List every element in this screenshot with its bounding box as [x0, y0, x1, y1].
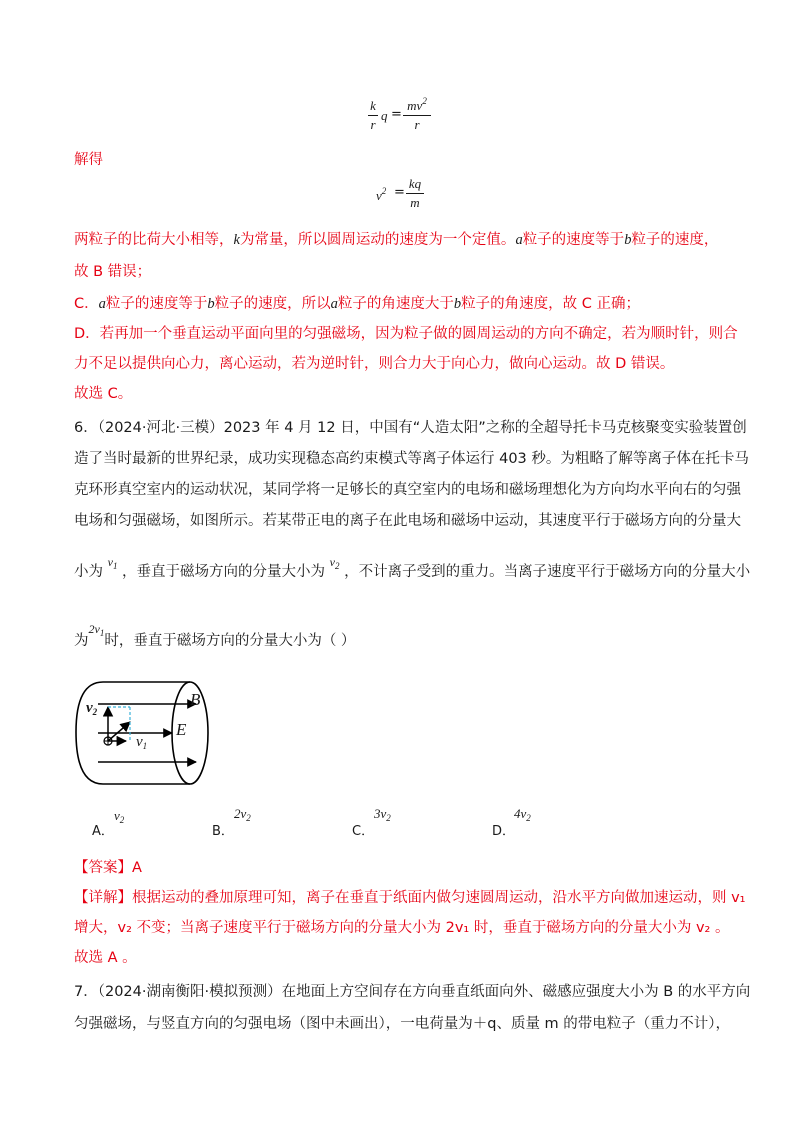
formula-1	[368, 98, 438, 138]
option-letter: A．	[92, 824, 114, 839]
frac-num: kq	[408, 176, 422, 191]
subscript: 2	[386, 813, 391, 823]
choose-c: 故选 C。	[74, 386, 133, 402]
text: 为常量，所以圆周运动的速度为一个定值。	[239, 232, 516, 248]
var-v: v	[376, 188, 382, 203]
cylinder-figure	[68, 674, 228, 794]
resultant-velocity-arrow	[108, 722, 130, 741]
label-e: E	[176, 720, 187, 739]
q6-line-1: 6．（2024·河北·三模）2023 年 4 月 12 日，中国有“人造太阳”之称的全超导托卡马克核聚变实验装置创	[74, 420, 747, 436]
option-b[interactable]	[212, 806, 292, 839]
q7-line-1: 7．（2024·湖南衡阳·模拟预测）在地面上方空间存在方向垂直纸面向外、磁感应强度大小为 B 的水平方向	[74, 984, 751, 1000]
var-v2: v	[329, 555, 335, 569]
var-b: b	[207, 296, 215, 312]
option-value: 3v	[374, 806, 387, 821]
answer: 【答案】A	[74, 860, 142, 876]
para-d-line-2: 力不足以提供向心力，离心运动，若为逆时针，则合力大于向心力，做向心运动。故 D 错误。	[74, 356, 675, 372]
text: 粒子的速度等于	[105, 296, 208, 312]
para-1-line-2: 故 B 错误；	[74, 264, 152, 280]
text: 粒子的速度，	[631, 232, 719, 248]
equals-sign: =	[391, 107, 402, 122]
subscript: 2	[246, 813, 251, 823]
var-b: b	[453, 296, 462, 312]
q6-line-3: 克环形真空室内的运动状况，某同学将一足够长的真空室内的电场和磁场理想化为方向均水平向右的匀强	[74, 482, 741, 498]
choose-a: 故选 A 。	[74, 950, 137, 966]
label-v2: v	[86, 700, 93, 716]
fraction-k-over-r	[368, 98, 378, 133]
label-v1: v	[136, 734, 143, 750]
label-b: B	[190, 690, 201, 709]
subscript: 1	[142, 741, 148, 751]
frac-num: mv	[407, 98, 423, 113]
var-a: a	[330, 296, 338, 312]
subscript: 2	[119, 815, 125, 825]
q6-line-2: 造了当时最新的世界纪录，成功实现稳态高约束模式等离子体运行 403 秒。为粗略了解等离子体在托卡马	[74, 451, 749, 467]
fraction-mv2-over-r	[403, 96, 431, 133]
cylinder-diagram	[68, 674, 228, 794]
var-b: b	[624, 232, 632, 248]
text: C．	[74, 296, 99, 312]
option-letter: B．	[212, 824, 234, 839]
detail-line-2: 增大，v₂ 不变；当离子速度平行于磁场方向的分量大小为 2v₁ 时，垂直于磁场方向的分量大小为 v₂ 。	[74, 920, 730, 936]
para-1-line-1	[74, 230, 740, 250]
superscript: 2	[381, 186, 387, 196]
var-a: a	[98, 296, 106, 312]
q6-line-4: 电场和匀强磁场，如图所示。若某带正电的离子在此电场和磁场中运动，其速度平行于磁场方向的分量大	[74, 513, 741, 529]
option-value: 4v	[514, 806, 527, 821]
subscript: 2	[526, 813, 531, 823]
option-d[interactable]	[492, 806, 572, 839]
subscript: 1	[99, 628, 105, 638]
option-value: v	[114, 808, 120, 823]
subscript: 2	[334, 561, 340, 571]
text: 粒子的角速度大于	[337, 296, 454, 312]
para-d-line-1: D．若再加一个垂直运动平面向里的匀强磁场，因为粒子做的圆周运动的方向不确定，若为顺时针，则合	[74, 326, 738, 342]
option-letter: D．	[492, 824, 516, 839]
frac-den: r	[370, 117, 376, 132]
text: 粒子的速度，所以	[214, 296, 331, 312]
option-a[interactable]	[92, 808, 172, 839]
frac-den: r	[414, 117, 420, 132]
option-letter: C．	[352, 824, 375, 839]
q7-line-2: 匀强磁场，与竖直方向的匀强电场（图中未画出），一电荷量为＋q、质量 m 的带电粒子（重力不计），	[74, 1016, 731, 1032]
para-c	[74, 294, 740, 314]
var-k: k	[233, 232, 240, 248]
detail-line-1	[74, 888, 746, 908]
var-a: a	[515, 232, 523, 248]
text: 时，垂直于磁场方向的分量大小为（ ）	[104, 633, 356, 649]
text: 为	[74, 633, 89, 649]
q6-line-6	[74, 622, 740, 655]
detail-tag: 【详解】	[74, 890, 132, 906]
text: ，垂直于磁场方向的分量大小为	[122, 564, 326, 580]
var-2v1: 2v	[88, 622, 100, 636]
option-value: 2v	[234, 806, 247, 821]
subscript: 1	[112, 561, 118, 571]
frac-den: m	[410, 195, 420, 210]
formula-2	[376, 178, 436, 216]
q6-line-5	[74, 555, 751, 586]
text: ，不计离子受到的重力。当离子速度平行于磁场方向的分量大小	[344, 564, 751, 580]
option-c[interactable]	[352, 806, 432, 839]
jiede-label: 解得	[74, 152, 103, 168]
var-q: q	[381, 108, 388, 123]
text: 小为	[74, 564, 103, 580]
subscript: 2	[92, 707, 98, 717]
var-v1: v	[107, 555, 113, 569]
text: 根据运动的叠加原理可知，离子在垂直于纸面内做匀速圆周运动，沿水平方向做加速运动，则 v₁	[132, 890, 746, 906]
superscript: 2	[422, 96, 427, 106]
text: 粒子的速度等于	[522, 232, 625, 248]
equals-sign: =	[394, 185, 405, 200]
text: 粒子的角速度，故 C 正确；	[461, 296, 640, 312]
text: 两粒子的比荷大小相等，	[74, 232, 234, 248]
fraction-kq-over-m	[406, 176, 424, 211]
frac-num: k	[370, 98, 376, 113]
